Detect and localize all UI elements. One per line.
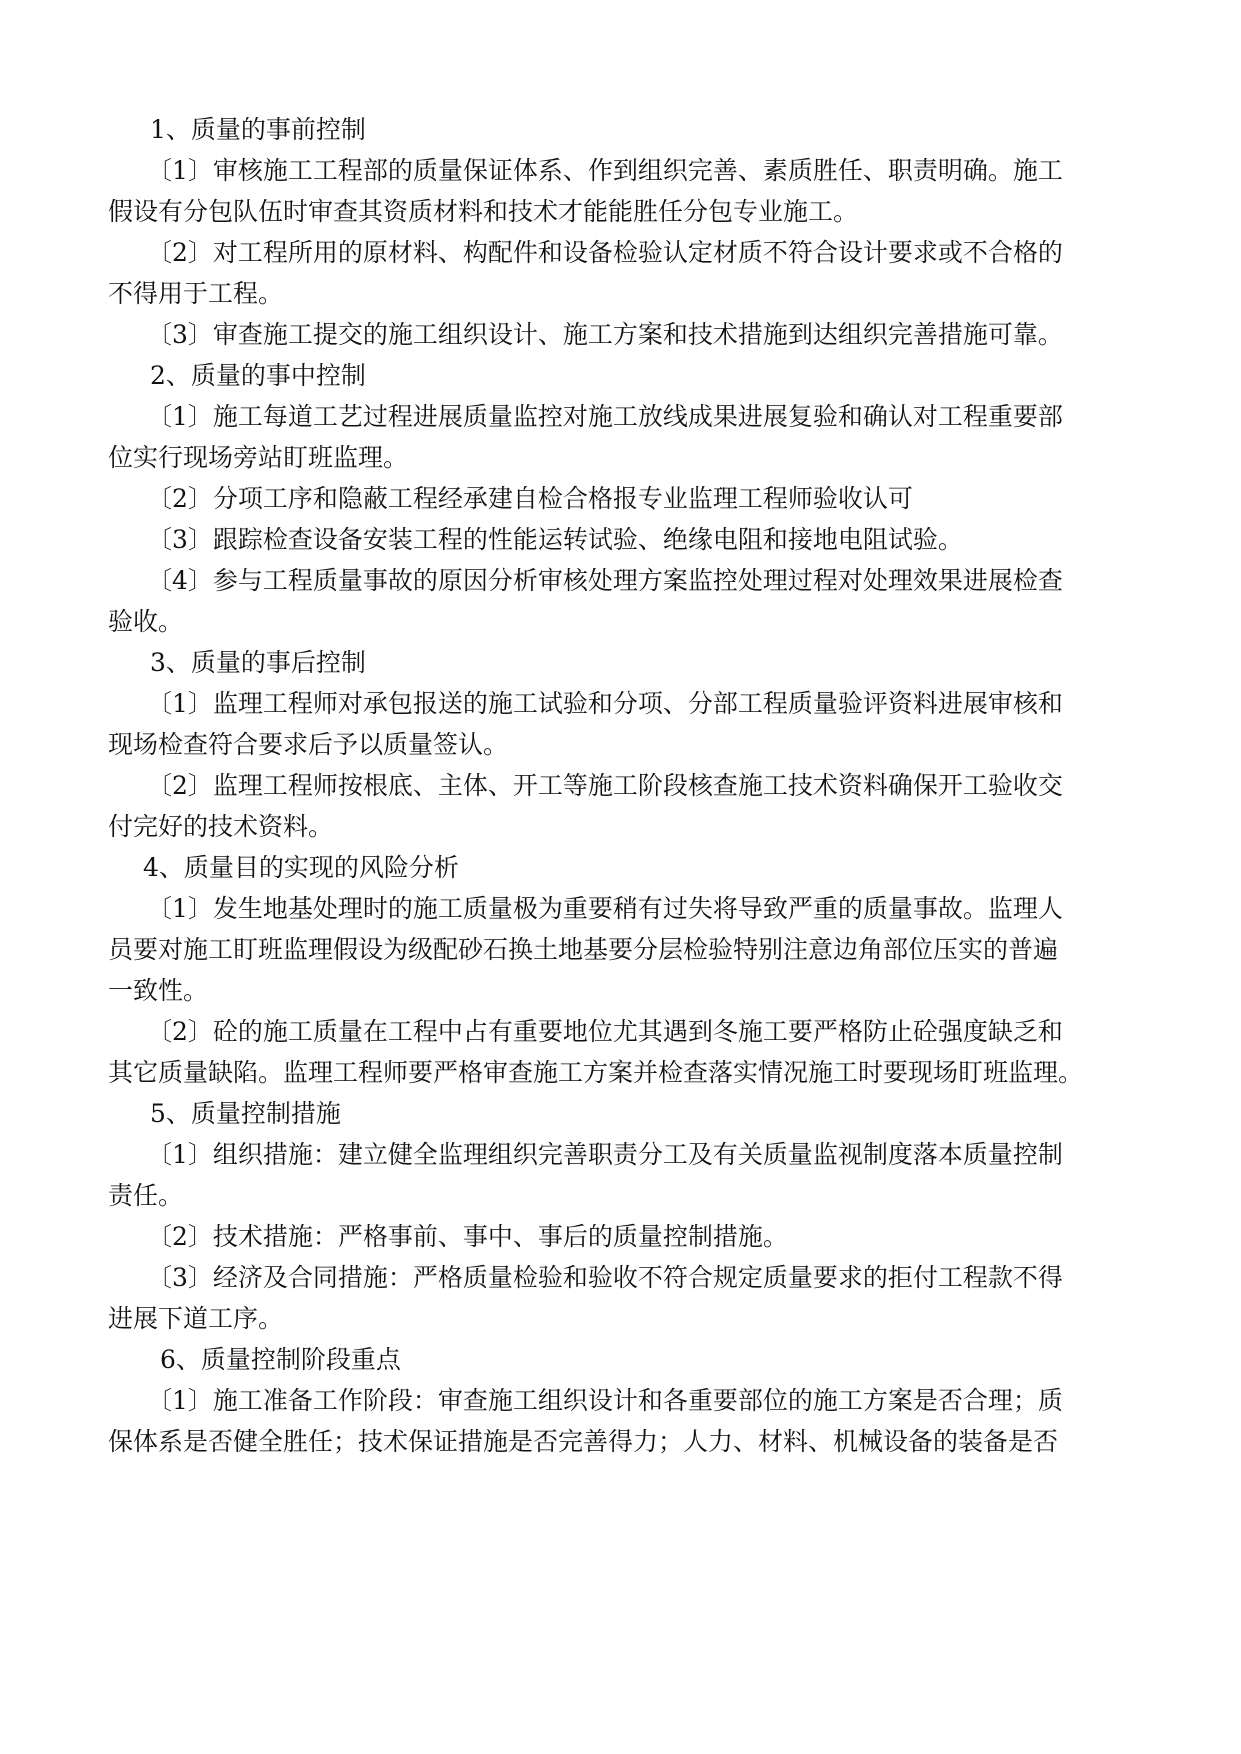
paragraph-line: 现场检查符合要求后予以质量签认。 [108,730,509,759]
heading-risk-analysis: 4、质量目的实现的风险分析 [143,853,459,882]
paragraph-line: 不得用于工程。 [108,279,284,308]
paragraph-line: 〔3〕审查施工提交的施工组织设计、施工方案和技术措施到达组织完善措施可靠。 [147,320,1063,349]
paragraph-line: 〔1〕施工准备工作阶段：审查施工组织设计和各重要部位的施工方案是否合理；质 [147,1386,1063,1415]
paragraph-line: 假设有分包队伍时审查其资质材料和技术才能能胜任分包专业施工。 [108,197,859,226]
paragraph-line: 〔1〕监理工程师对承包报送的施工试验和分项、分部工程质量验评资料进展审核和 [147,689,1063,718]
paragraph-line: 位实行现场旁站盯班监理。 [108,443,409,472]
heading-control-measures: 5、质量控制措施 [150,1099,341,1128]
paragraph-line: 〔1〕审核施工工程部的质量保证体系、作到组织完善、素质胜任、职责明确。施工 [147,156,1063,185]
paragraph-line: 保体系是否健全胜任；技术保证措施是否完善得力；人力、材料、机械设备的装备是否 [108,1427,1059,1456]
paragraph-line: 付完好的技术资料。 [108,812,334,841]
paragraph-line: 〔2〕对工程所用的原材料、构配件和设备检验认定材质不符合设计要求或不合格的 [147,238,1063,267]
paragraph-line: 一致性。 [108,976,209,1005]
heading-stage-focus: 6、质量控制阶段重点 [160,1345,401,1374]
paragraph-line: 进展下道工序。 [108,1304,284,1333]
paragraph-line: 验收。 [108,607,184,636]
paragraph-line: 〔1〕发生地基处理时的施工质量极为重要稍有过失将导致严重的质量事故。监理人 [147,894,1063,923]
paragraph-line: 〔3〕经济及合同措施：严格质量检验和验收不符合规定质量要求的拒付工程款不得 [147,1263,1063,1292]
paragraph-line: 其它质量缺陷。监理工程师要严格审查施工方案并检查落实情况施工时要现场盯班监理。 [108,1058,1084,1087]
paragraph-line: 员要对施工盯班监理假设为级配砂石换土地基要分层检验特别注意边角部位压实的普遍 [108,935,1059,964]
paragraph-line: 〔2〕技术措施：严格事前、事中、事后的质量控制措施。 [147,1222,788,1251]
paragraph-line: 〔2〕分项工序和隐蔽工程经承建自检合格报专业监理工程师验收认可 [147,484,913,513]
heading-pre-control: 1、质量的事前控制 [150,115,366,144]
paragraph-line: 〔4〕参与工程质量事故的原因分析审核处理方案监控处理过程对处理效果进展检查 [147,566,1063,595]
heading-in-control: 2、质量的事中控制 [150,361,366,390]
paragraph-line: 责任。 [108,1181,184,1210]
paragraph-line: 〔2〕监理工程师按根底、主体、开工等施工阶段核查施工技术资料确保开工验收交 [147,771,1063,800]
heading-post-control: 3、质量的事后控制 [150,648,366,677]
paragraph-line: 〔1〕施工每道工艺过程进展质量监控对施工放线成果进展复验和确认对工程重要部 [147,402,1063,431]
paragraph-line: 〔2〕砼的施工质量在工程中占有重要地位尤其遇到冬施工要严格防止砼强度缺乏和 [147,1017,1063,1046]
paragraph-line: 〔3〕跟踪检查设备安装工程的性能运转试验、绝缘电阻和接地电阻试验。 [147,525,963,554]
paragraph-line: 〔1〕组织措施：建立健全监理组织完善职责分工及有关质量监视制度落本质量控制 [147,1140,1063,1169]
